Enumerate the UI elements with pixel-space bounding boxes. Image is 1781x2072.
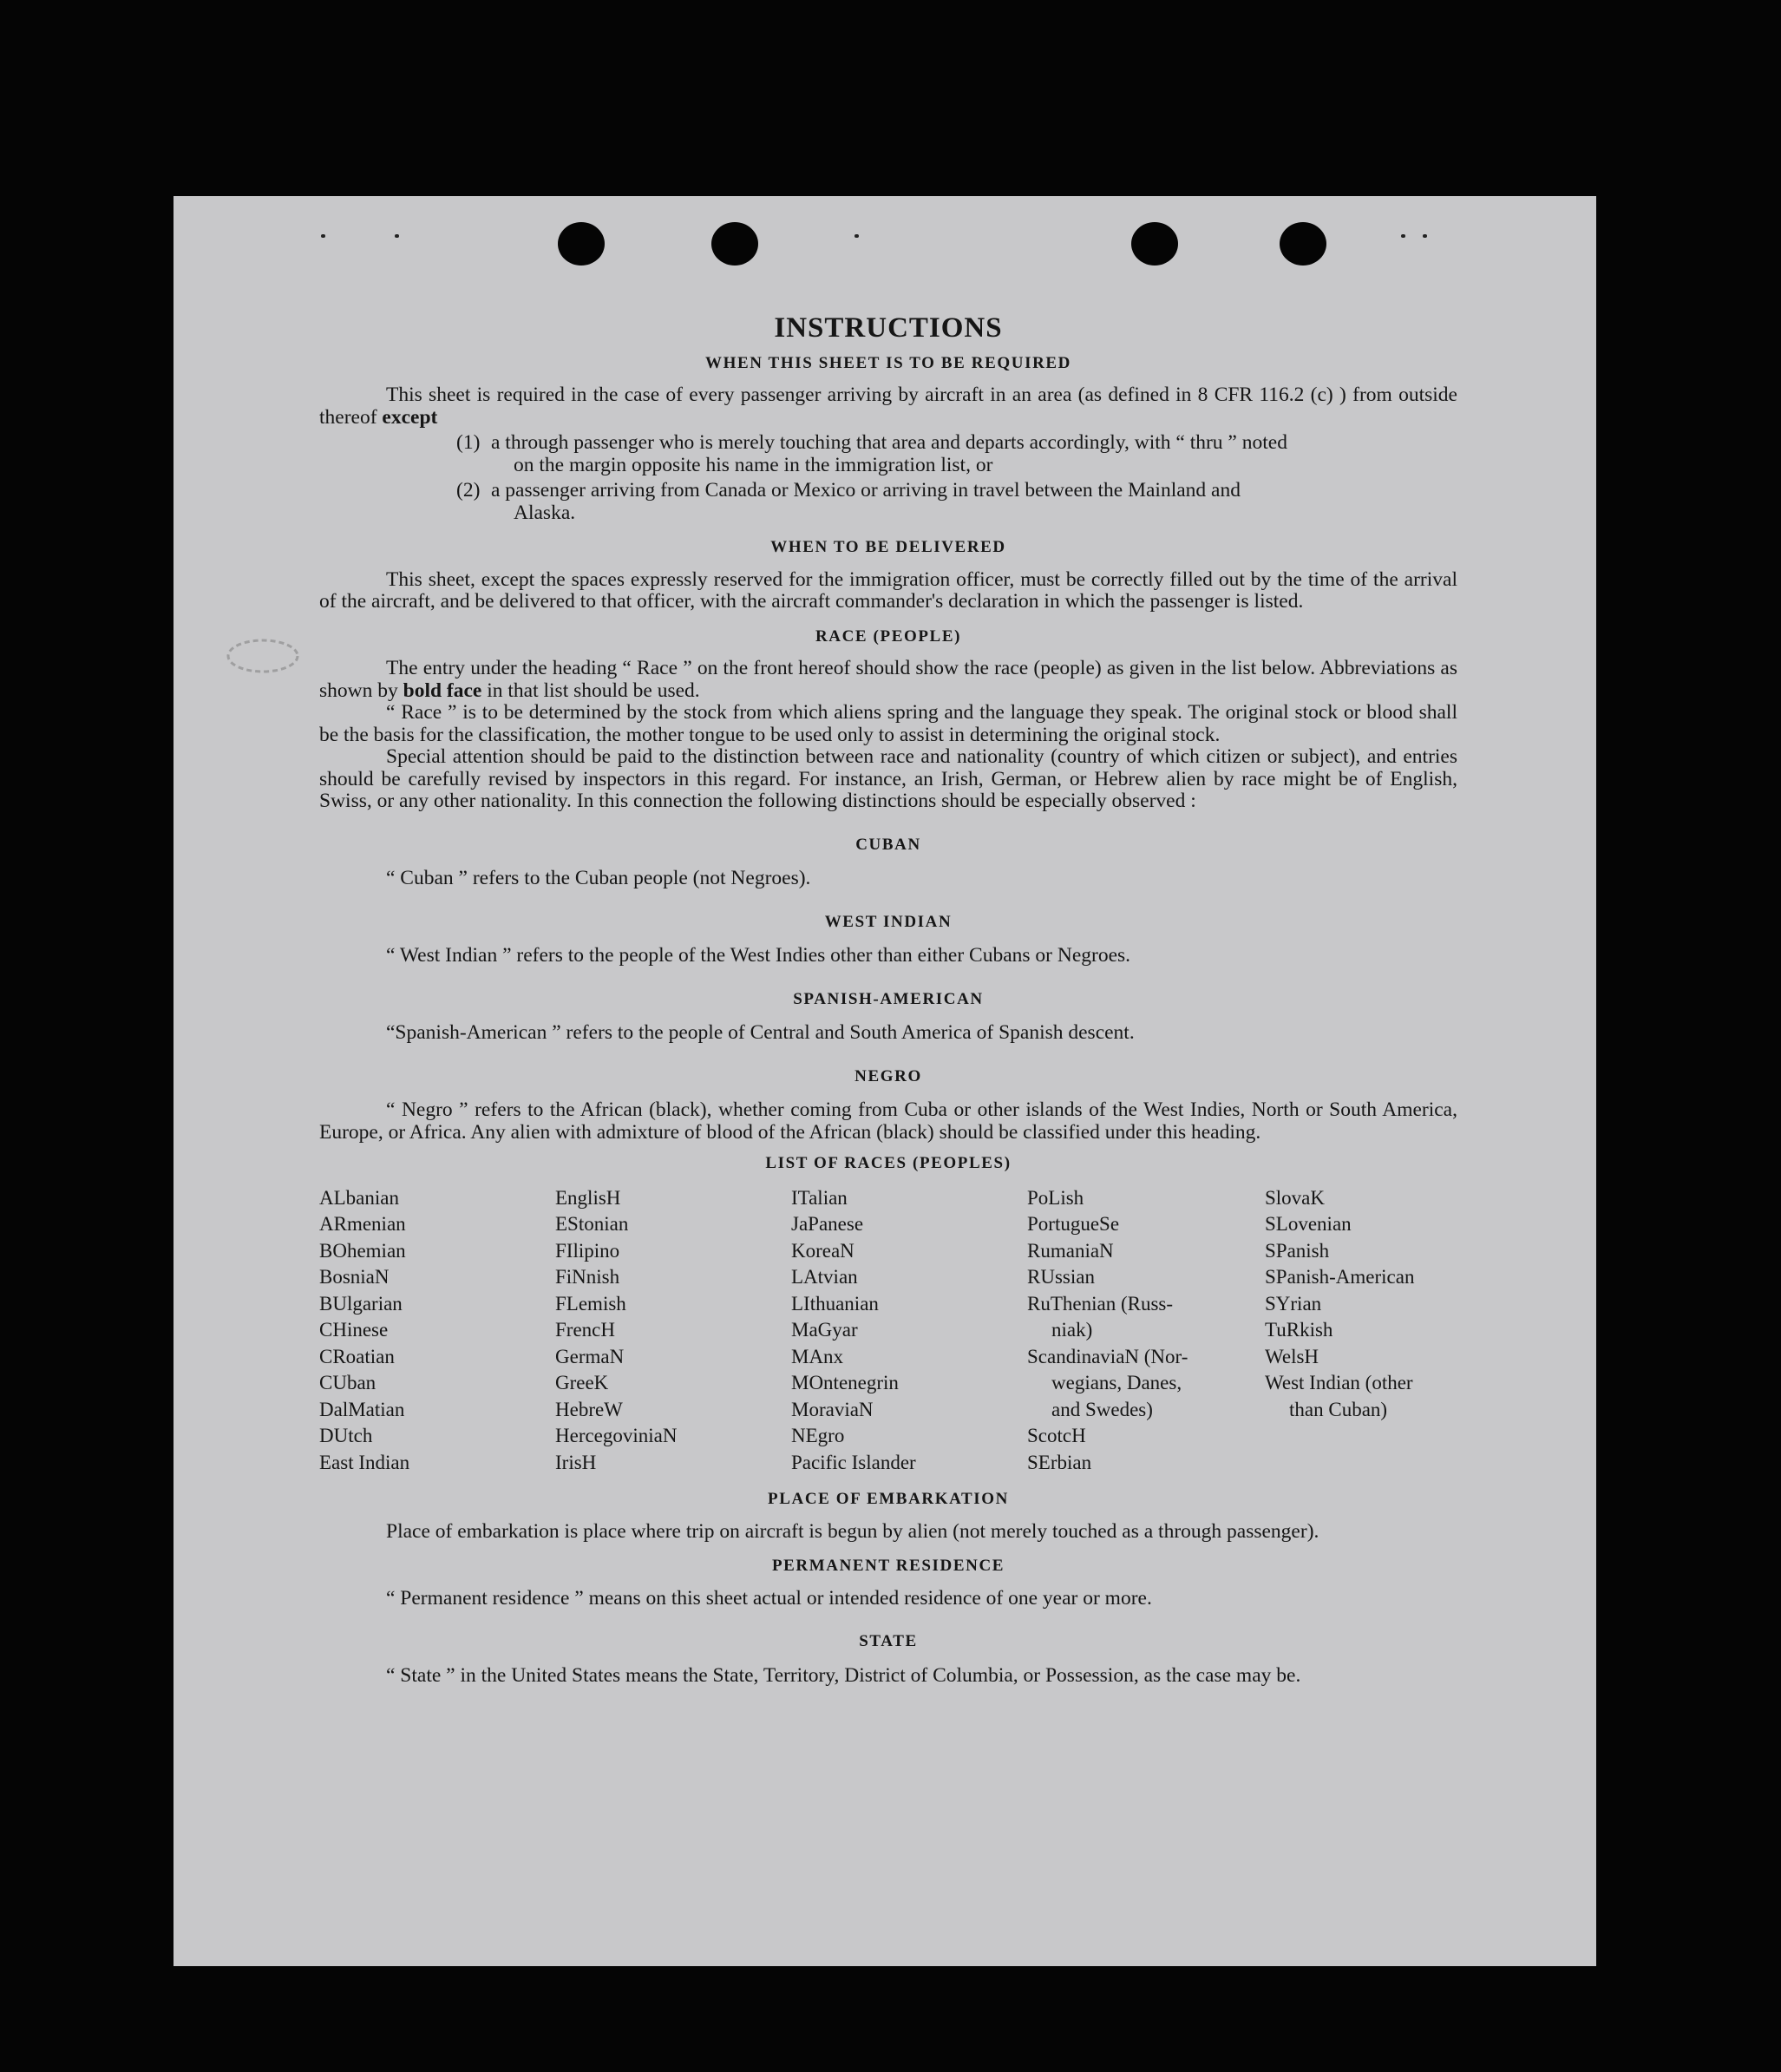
race-entry: SPanish bbox=[1265, 1239, 1330, 1262]
race-entry: ARmenian bbox=[319, 1213, 406, 1235]
race-entry: West Indian (other bbox=[1265, 1372, 1413, 1393]
text-except: except bbox=[382, 405, 438, 429]
paragraph-cuban: “ Cuban ” refers to the Cuban people (not Negroes). bbox=[386, 867, 811, 889]
page-title: INSTRUCTIONS bbox=[774, 312, 1003, 344]
item-line: a passenger arriving from Canada or Mexico or arriving in travel between the Mainland and bbox=[491, 479, 1241, 502]
race-entry: SPanish-American bbox=[1265, 1266, 1415, 1288]
race-entry: SlovaK bbox=[1265, 1186, 1325, 1209]
race-entry: CUban bbox=[319, 1372, 376, 1393]
paragraph-embarkation: Place of embarkation is place where trip on aircraft is begun by alien (not merely touched as a through passenger). bbox=[386, 1519, 1319, 1543]
heading-spanish-american: SPANISH-AMERICAN bbox=[793, 989, 984, 1008]
race-entry: RumaniaN bbox=[1027, 1239, 1114, 1262]
list-item bbox=[319, 432, 1457, 476]
speck bbox=[854, 234, 859, 238]
heading-west-indian: WEST INDIAN bbox=[824, 912, 953, 931]
paragraph-race-2: “ Race ” is to be determined by the stock from which aliens spring and the language they speak. The original stock or blood shall be the basis for the classification, the mother tongue to be used only to assist in determining the original stock. bbox=[319, 701, 1457, 746]
race-entry: FrencH bbox=[555, 1319, 615, 1341]
instructions-body bbox=[319, 312, 1457, 1687]
race-entry: RUssian bbox=[1027, 1266, 1095, 1288]
race-entry: ITalian bbox=[791, 1186, 848, 1209]
race-entry: FiNnish bbox=[555, 1266, 620, 1288]
race-entry: TuRkish bbox=[1265, 1319, 1333, 1341]
race-entry: JaPanese bbox=[791, 1213, 864, 1235]
text-when-required: This sheet is required in the case of every passenger arriving by aircraft in an area (as defined in 8 CFR 116.2 (c) ) from outside thereof bbox=[319, 384, 1457, 429]
heading-when-delivered: WHEN TO BE DELIVERED bbox=[770, 538, 1006, 556]
punch-hole bbox=[1131, 222, 1178, 266]
race-entry: HercegoviniaN bbox=[555, 1425, 678, 1446]
heading-embarkation: PLACE OF EMBARKATION bbox=[768, 1490, 1009, 1508]
heading-race: RACE (PEOPLE) bbox=[815, 626, 962, 646]
heading-when-required: WHEN THIS SHEET IS TO BE REQUIRED bbox=[704, 353, 1072, 372]
list-item bbox=[319, 480, 1457, 524]
race-entry-continued: and Swedes) bbox=[1051, 1398, 1153, 1420]
item-number: (1) bbox=[456, 431, 481, 454]
race-entry: PortugueSe bbox=[1027, 1213, 1120, 1235]
paragraph-negro: “ Negro ” refers to the African (black), whether coming from Cuba or other islands of the West Indies, North or South America, Europe, or Africa. Any alien with admixture of blood of the African (black) should be classified under this heading. bbox=[319, 1098, 1457, 1144]
text-race-1c: in that list should be used. bbox=[487, 679, 700, 702]
race-entry: East Indian bbox=[319, 1451, 410, 1473]
speck bbox=[1401, 234, 1405, 238]
race-entry: BUlgarian bbox=[319, 1292, 403, 1315]
paragraph-west-indian: “ West Indian ” refers to the people of the West Indies other than either Cubans or Negroes. bbox=[386, 944, 1131, 967]
heading-list-of-races: LIST OF RACES (PEOPLES) bbox=[765, 1154, 1012, 1172]
paragraph-when-required bbox=[319, 384, 1457, 429]
race-entry-continued: wegians, Danes, bbox=[1051, 1372, 1182, 1393]
race-entry: BosniaN bbox=[319, 1266, 390, 1288]
race-entry: MOntenegrin bbox=[791, 1372, 899, 1393]
race-entry: LIthuanian bbox=[791, 1292, 879, 1315]
item-line-continued: on the margin opposite his name in the immigration list, or bbox=[514, 453, 993, 476]
race-entry: GermaN bbox=[555, 1345, 625, 1367]
race-entry: EnglisH bbox=[555, 1186, 621, 1209]
text-race-1a: The entry under the heading “ Race ” on the front hereof should show the race (people) as given in the list below. Abbreviations as shown by bbox=[319, 657, 1457, 702]
race-entry: IrisH bbox=[555, 1451, 597, 1473]
race-entry: WelsH bbox=[1265, 1345, 1319, 1367]
race-entry: ScotcH bbox=[1027, 1425, 1086, 1446]
race-entry: MoraviaN bbox=[791, 1398, 874, 1420]
race-entry: Pacific Islander bbox=[791, 1451, 916, 1473]
race-entry: ScandinaviaN (Nor- bbox=[1027, 1345, 1188, 1367]
race-entry: FIlipino bbox=[555, 1239, 620, 1262]
race-entry: NEgro bbox=[791, 1425, 845, 1446]
race-entry: DUtch bbox=[319, 1425, 373, 1446]
race-entry: CHinese bbox=[319, 1319, 389, 1341]
heading-state: STATE bbox=[859, 1632, 918, 1650]
race-entry: RuThenian (Russ- bbox=[1027, 1292, 1174, 1315]
race-entry: SYrian bbox=[1265, 1292, 1322, 1315]
races-column bbox=[319, 1185, 555, 1477]
race-entry-continued: than Cuban) bbox=[1289, 1398, 1388, 1420]
race-entry: FLemish bbox=[555, 1292, 626, 1315]
item-number: (2) bbox=[456, 479, 481, 502]
race-entry: EStonian bbox=[555, 1213, 629, 1235]
heading-cuban: CUBAN bbox=[855, 835, 921, 854]
race-entry: GreeK bbox=[555, 1372, 609, 1393]
race-entry: DalMatian bbox=[319, 1398, 405, 1420]
speck bbox=[1423, 234, 1427, 238]
races-column bbox=[791, 1185, 1027, 1477]
race-entry-continued: niak) bbox=[1051, 1319, 1093, 1341]
race-entry: BOhemian bbox=[319, 1239, 406, 1262]
paragraph-spanish-american: “Spanish-American ” refers to the people of Central and South America of Spanish descent. bbox=[386, 1021, 1135, 1044]
text-bold-face: bold face bbox=[403, 679, 482, 702]
race-entry: PoLish bbox=[1027, 1186, 1084, 1209]
paragraph-when-delivered: This sheet, except the spaces expressly reserved for the immigration officer, must be correctly filled out by the time of the arrival of the aircraft, and be delivered to that officer, with the aircraft commander's declaration in which the passenger is listed. bbox=[319, 567, 1457, 613]
paragraph-state: “ State ” in the United States means the State, Territory, District of Columbia, or Possession, as the case may be. bbox=[386, 1663, 1301, 1687]
paragraph-residence: “ Permanent residence ” means on this sheet actual or intended residence of one year or more. bbox=[386, 1586, 1152, 1610]
race-entry: MaGyar bbox=[791, 1319, 858, 1341]
punch-hole bbox=[711, 222, 758, 266]
paragraph-race-1 bbox=[319, 658, 1457, 702]
item-text bbox=[491, 480, 1457, 524]
races-table bbox=[319, 1185, 1457, 1477]
punch-hole bbox=[558, 222, 605, 266]
races-column bbox=[1027, 1185, 1265, 1477]
race-entry: SLovenian bbox=[1265, 1213, 1352, 1235]
races-column bbox=[555, 1185, 791, 1477]
paragraph-race-3: Special attention should be paid to the distinction between race and nationality (country of which citizen or subject), and entries should be carefully revised by inspectors in this regard. For instance, an Irish, German, or Hebrew alien by race might be of English, Swiss, or any other nationality. In this connection the following distinctions should be especially observed : bbox=[319, 745, 1457, 812]
punch-hole bbox=[1280, 222, 1326, 266]
faded-stamp-mark bbox=[224, 634, 302, 678]
races-column bbox=[1265, 1185, 1457, 1477]
document-sheet bbox=[174, 196, 1596, 1966]
speck bbox=[321, 234, 325, 238]
race-entry: LAtvian bbox=[791, 1266, 858, 1288]
item-line: a through passenger who is merely touching that area and departs accordingly, with “ thru ” noted bbox=[491, 431, 1287, 454]
race-entry: SErbian bbox=[1027, 1451, 1092, 1473]
item-line-continued: Alaska. bbox=[514, 501, 576, 524]
race-entry: ALbanian bbox=[319, 1186, 399, 1209]
race-entry: CRoatian bbox=[319, 1345, 395, 1367]
heading-negro: NEGRO bbox=[854, 1066, 922, 1085]
race-entry: MAnx bbox=[791, 1345, 844, 1367]
heading-residence: PERMANENT RESIDENCE bbox=[771, 1557, 1005, 1575]
race-entry: HebreW bbox=[555, 1398, 623, 1420]
race-entry: KoreaN bbox=[791, 1239, 854, 1262]
item-text bbox=[491, 432, 1457, 476]
speck bbox=[395, 234, 399, 238]
